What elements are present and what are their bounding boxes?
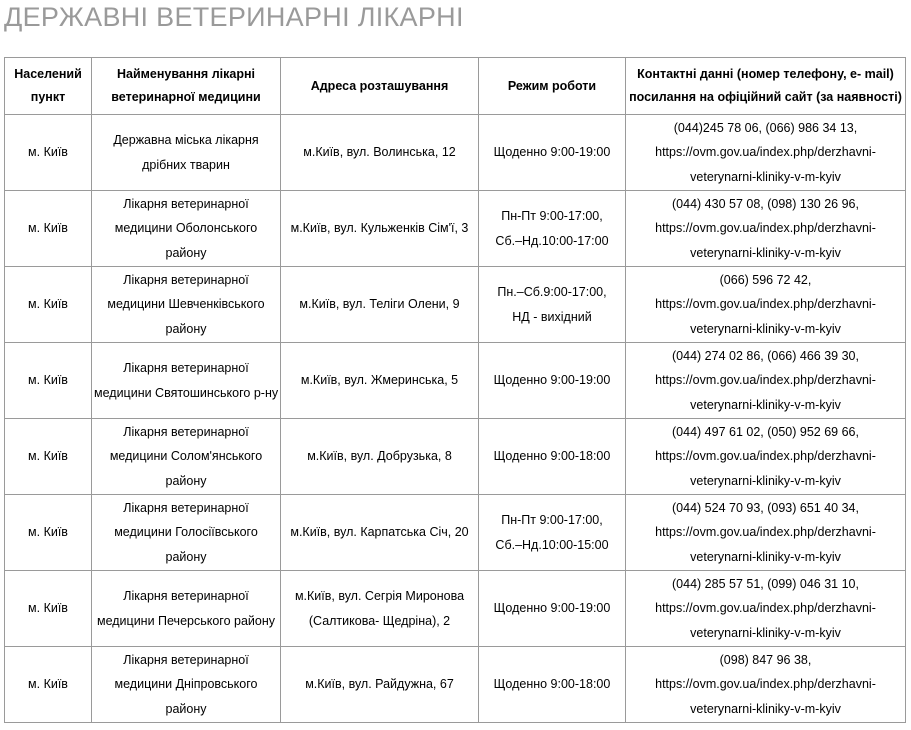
contacts-cell (626, 495, 906, 571)
contacts-cell-line: veterynarni-kliniky-v-m-kyiv (690, 397, 841, 412)
hospital-name-cell-line: Лікарня ветеринарної (123, 652, 249, 667)
city-cell-line: м. Київ (28, 145, 68, 160)
schedule-cell (479, 571, 626, 647)
schedule-cell-line: Щоденно 9:00-18:00 (493, 449, 611, 464)
contacts-cell-line: https://ovm.gov.ua/index.php/derzhavni- (655, 449, 876, 464)
address-cell-line: м.Київ, вул. Волинська, 12 (303, 145, 456, 160)
hospital-name-cell (92, 419, 281, 495)
contacts-cell-line: veterynarni-kliniky-v-m-kyiv (690, 245, 841, 260)
hospital-name-cell-line: Лікарня ветеринарної (123, 196, 249, 211)
contacts-cell-line: https://ovm.gov.ua/index.php/derzhavni- (655, 221, 876, 236)
city-cell-line: м. Київ (28, 601, 68, 616)
contacts-cell-line: (044) 285 57 51, (099) 046 31 10, (672, 576, 859, 591)
contacts-cell (626, 647, 906, 723)
hospital-name-cell-line: району (165, 245, 207, 260)
hospital-name-cell-line: Лікарня ветеринарної (123, 424, 249, 439)
city-cell-line: м. Київ (28, 525, 68, 540)
contacts-cell-line: https://ovm.gov.ua/index.php/derzhavni- (655, 525, 876, 540)
contacts-cell-line: veterynarni-kliniky-v-m-kyiv (690, 549, 841, 564)
header-city-line: Населений (14, 67, 82, 81)
header-address-line: Адреса розташування (310, 78, 449, 93)
contacts-cell-line: https://ovm.gov.ua/index.php/derzhavni- (655, 297, 876, 312)
contacts-cell (626, 191, 906, 267)
address-cell-line: м.Київ, вул. Кульженків Сім'ї, 3 (290, 221, 469, 236)
header-contacts-line: посилання на офіційний сайт (за наявності) (629, 90, 902, 104)
header-schedule (479, 58, 626, 115)
schedule-cell-line: Щоденно 9:00-18:00 (493, 677, 611, 692)
address-cell-line: м.Київ, вул. Жмеринська, 5 (300, 373, 459, 388)
address-cell (281, 115, 479, 191)
contacts-cell-line: (044) 497 61 02, (050) 952 69 66, (672, 424, 859, 439)
city-cell (5, 267, 92, 343)
contacts-cell-line: https://ovm.gov.ua/index.php/derzhavni- (655, 601, 876, 616)
city-cell (5, 115, 92, 191)
hospital-name-cell-line: медицини Святошинського р-ну (94, 385, 279, 400)
schedule-cell-line: Пн-Пт 9:00-17:00, (501, 513, 603, 527)
schedule-cell (479, 647, 626, 723)
contacts-cell-line: (044) 524 70 93, (093) 651 40 34, (672, 500, 859, 515)
hospital-name-cell (92, 571, 281, 647)
city-cell-line: м. Київ (28, 373, 68, 388)
header-schedule-line: Режим роботи (507, 78, 597, 93)
address-cell-line: м.Київ, вул. Сегрія Миронова (294, 589, 465, 603)
schedule-cell-line: Сб.–Нд.10:00-17:00 (495, 233, 609, 248)
city-cell-line: м. Київ (28, 297, 68, 312)
city-cell (5, 495, 92, 571)
contacts-cell (626, 571, 906, 647)
contacts-cell (626, 419, 906, 495)
address-cell-line: м.Київ, вул. Райдужна, 67 (305, 677, 454, 692)
contacts-cell-line: veterynarni-kliniky-v-m-kyiv (690, 321, 841, 336)
schedule-cell (479, 267, 626, 343)
contacts-cell-line: veterynarni-kliniky-v-m-kyiv (690, 473, 841, 488)
city-cell (5, 419, 92, 495)
header-hospital-name-line: ветеринарної медицини (111, 90, 261, 104)
address-cell (281, 647, 479, 723)
contacts-cell-line: veterynarni-kliniky-v-m-kyiv (690, 169, 841, 184)
city-cell-line: м. Київ (28, 677, 68, 692)
hospital-name-cell-line: району (165, 473, 207, 488)
city-cell-line: м. Київ (28, 221, 68, 236)
schedule-cell (479, 419, 626, 495)
schedule-cell-line: Сб.–Нд.10:00-15:00 (495, 537, 609, 552)
hospital-name-cell (92, 647, 281, 723)
hospital-name-cell-line: району (165, 701, 207, 716)
header-address (281, 58, 479, 115)
header-contacts (626, 58, 906, 115)
city-cell (5, 343, 92, 419)
table-row (5, 343, 906, 419)
address-cell (281, 571, 479, 647)
table-row (5, 191, 906, 267)
address-cell (281, 419, 479, 495)
table-header (5, 58, 906, 115)
table-row (5, 267, 906, 343)
address-cell (281, 267, 479, 343)
contacts-cell-line: (098) 847 96 38, (719, 652, 812, 667)
city-cell (5, 647, 92, 723)
schedule-cell-line: Щоденно 9:00-19:00 (493, 145, 611, 160)
table-row (5, 571, 906, 647)
hospital-name-cell-line: Лікарня ветеринарної (123, 272, 249, 287)
contacts-cell-line: veterynarni-kliniky-v-m-kyiv (690, 701, 841, 716)
address-cell (281, 191, 479, 267)
hospital-name-cell-line: медицини Шевченківського (107, 297, 265, 312)
address-cell (281, 495, 479, 571)
table-row (5, 495, 906, 571)
schedule-cell-line: Щоденно 9:00-19:00 (493, 601, 611, 616)
contacts-cell-line: (044)245 78 06, (066) 986 34 13, (673, 120, 858, 135)
city-cell (5, 191, 92, 267)
hospital-name-cell-line: медицини Солом'янського (109, 449, 263, 464)
hospital-name-cell-line: медицини Печерського району (96, 613, 275, 628)
table-body (5, 115, 906, 723)
hospital-name-cell (92, 343, 281, 419)
contacts-cell (626, 115, 906, 191)
table-row (5, 419, 906, 495)
hospital-name-cell-line: Лікарня ветеринарної (123, 589, 249, 603)
contacts-cell-line: https://ovm.gov.ua/index.php/derzhavni- (655, 145, 876, 160)
page-title: ДЕРЖАВНІ ВЕТЕРИНАРНІ ЛІКАРНІ (4, 2, 464, 32)
contacts-cell-line: (066) 596 72 42, (719, 272, 812, 287)
header-city (5, 58, 92, 115)
schedule-cell-line: Пн.–Сб.9:00-17:00, (497, 285, 607, 299)
contacts-cell-line: (044) 430 57 08, (098) 130 26 96, (672, 196, 859, 211)
hospital-name-cell-line: медицини Голосіївського (114, 525, 258, 540)
schedule-cell (479, 115, 626, 191)
address-cell-line: м.Київ, вул. Добрузька, 8 (307, 449, 452, 464)
hospital-name-cell (92, 267, 281, 343)
contacts-cell (626, 343, 906, 419)
schedule-cell (479, 343, 626, 419)
hospital-name-cell-line: району (165, 321, 207, 336)
address-cell-line: м.Київ, вул. Карпатська Січ, 20 (290, 525, 469, 540)
city-cell (5, 571, 92, 647)
hospital-name-cell (92, 191, 281, 267)
contacts-cell-line: https://ovm.gov.ua/index.php/derzhavni- (655, 677, 876, 692)
schedule-cell-line: Щоденно 9:00-19:00 (493, 373, 611, 388)
address-cell-line: (Салтикова- Щедріна), 2 (308, 613, 451, 628)
hospital-name-cell (92, 115, 281, 191)
hospitals-table (4, 57, 906, 723)
city-cell-line: м. Київ (28, 449, 68, 464)
header-row (5, 58, 906, 115)
contacts-cell-line: veterynarni-kliniky-v-m-kyiv (690, 625, 841, 640)
table-row (5, 115, 906, 191)
hospital-name-cell-line: Лікарня ветеринарної (123, 500, 249, 515)
schedule-cell (479, 191, 626, 267)
hospital-name-cell-line: району (165, 549, 207, 564)
schedule-cell-line: НД - вихідний (512, 309, 592, 324)
address-cell-line: м.Київ, вул. Теліги Олени, 9 (299, 297, 460, 312)
header-contacts-line: Контактні данні (номер телефону, е- mail) (637, 67, 894, 81)
table-row (5, 647, 906, 723)
hospital-name-cell (92, 495, 281, 571)
header-city-line: пункт (30, 90, 66, 104)
schedule-cell (479, 495, 626, 571)
header-hospital-name-line: Найменування лікарні (117, 67, 255, 81)
hospital-name-cell-line: Лікарня ветеринарної (123, 361, 249, 375)
hospital-name-cell-line: медицини Дніпровського (114, 677, 258, 692)
hospital-name-cell-line: дрібних тварин (142, 157, 230, 172)
hospital-name-cell-line: медицини Оболонського (114, 221, 258, 236)
contacts-cell (626, 267, 906, 343)
header-hospital-name (92, 58, 281, 115)
contacts-cell-line: (044) 274 02 86, (066) 466 39 30, (672, 348, 859, 363)
hospital-name-cell-line: Державна міська лікарня (113, 133, 259, 147)
address-cell (281, 343, 479, 419)
schedule-cell-line: Пн-Пт 9:00-17:00, (501, 209, 603, 223)
contacts-cell-line: https://ovm.gov.ua/index.php/derzhavni- (655, 373, 876, 388)
